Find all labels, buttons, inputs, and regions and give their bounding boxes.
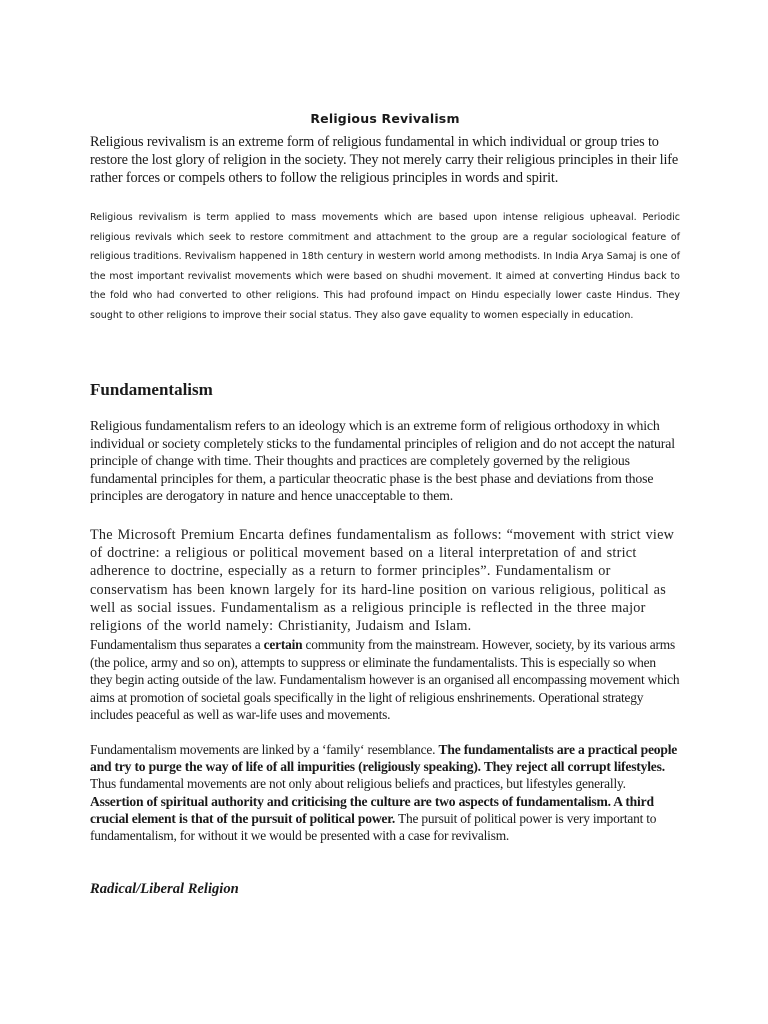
text-run: The pursuit of political power is very important to fundamentalism, for without it we would be presented with a case for revivalism.	[90, 810, 657, 844]
text-run: Thus fundamental movements are not only about religious beliefs and practices, but lifestyles generally.	[90, 776, 626, 792]
text-run: Fundamentalism movements are linked by a ‘family‘ resemblance.	[90, 742, 439, 757]
encarta-definition-paragraph: The Microsoft Premium Encarta defines fundamentalism as follows: “movement with strict view of doctrine: a religious or political movement based on a literal interpretation of and strict adherence to doctrine, especially as a return to former principles”. Fundamentalism or conservatism has been known largely for its hard-line position on various religious, political as well as social issues. Fundamentalism as a religious principle is reflected in the three major religions of the world namely: Christianity, Judaism and Islam.	[90, 527, 675, 635]
fundamentalism-separation-paragraph	[90, 636, 680, 724]
text-run: Fundamentalism thus separates a	[90, 637, 264, 652]
fundamentalism-paragraph: Religious fundamentalism refers to an ideology which is an extreme form of religious orthodoxy in which individual or society completely sticks to the fundamental principles of religion and do not accept the natural principle of change with time. Their thoughts and practices are completely governed by the religious fundamental principles for them, a particular theocratic phase is the best phase and deviations from those principles are derogatory in nature and hence unacceptable to them.	[90, 418, 675, 503]
bold-run: certain	[263, 637, 303, 652]
text-run: community from the mainstream. However, society, by its various arms (the police, army and so on), attempts to suppress or eliminate the fundamentalists. This is especially so when they begin acting outside of the law. Fundamentalism however is an organised all encompassing movement which aims at promotion of societal goals specifically in the light of religious enshrinements. Operational strategy includes peaceful as well as war-life uses and movements.	[90, 637, 680, 722]
radical-liberal-heading: Radical/Liberal Religion	[90, 881, 239, 897]
bold-run: Assertion of spiritual authority and criticising the culture are two aspects of fundamentalism. A third crucial element is that of the pursuit of political power.	[90, 793, 654, 826]
page-title: Religious Revivalism	[310, 111, 460, 126]
fundamentalism-heading: Fundamentalism	[90, 380, 213, 399]
intro-paragraph: Religious revivalism is an extreme form of religious fundamental in which individual or group tries to restore the lost glory of religion in the society. They not merely carry their religious principles in their life rather forces or compels others to follow the religious principles in words and spirit.	[90, 134, 679, 186]
revivalism-definition-paragraph: Religious revivalism is term applied to mass movements which are based upon intense religious upheaval. Periodic religious revivals which seek to restore commitment and attachment to the group are a regular sociological feature of religious traditions. Revivalism happened in 18th century in western world among methodists. In India Arya Samaj is one of the most important revivalist movements which were based on shudhi movement. It aimed at converting Hindus back to the fold who had converted to other religions. This had profound impact on Hindu especially lower caste Hindus. They sought to other religions to improve their social status. They also gave equality to women especially in education.	[90, 212, 680, 321]
bold-run: The fundamentalists are a practical people and try to purge the way of life of all impurities (religiously speaking). They reject all corrupt lifestyles.	[90, 742, 678, 775]
family-resemblance-paragraph	[90, 741, 680, 844]
